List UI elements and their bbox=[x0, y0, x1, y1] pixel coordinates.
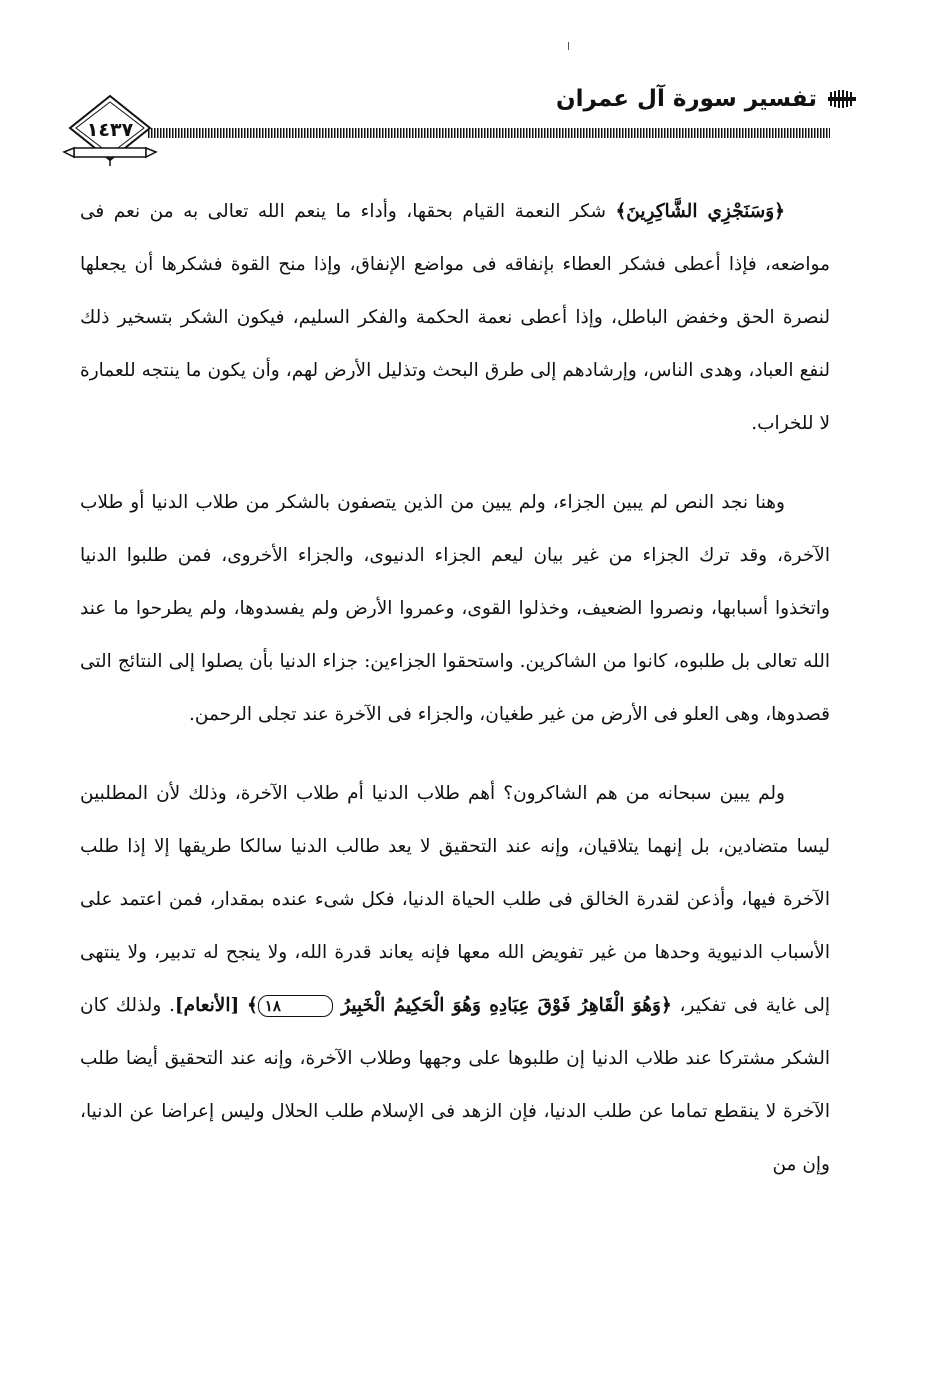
paragraph-3 bbox=[80, 767, 830, 1191]
quran-phrase bbox=[615, 201, 785, 222]
header-rule bbox=[148, 128, 830, 138]
quote-open: ﴿ bbox=[660, 995, 672, 1016]
scan-mark bbox=[568, 42, 569, 50]
paragraph-1 bbox=[80, 185, 830, 450]
quran-verse-text: وَهُوَ الْقَاهِرُ فَوْقَ عِبَادِهِ وَهُوَ الْحَكِيمُ الْخَبِيرُ bbox=[341, 995, 661, 1016]
body-text bbox=[80, 185, 830, 1191]
paragraph-3-text-after: . ولذلك كان الشكر مشتركا عند طلاب الدنيا إن طلبوها على وجهها وطلاب الآخرة، وإنه عند التحقيق أيضا طلب الآخرة لا ينقطع تماما عن طلب الدنيا، فإن الزهد فى الإسلام طلب الحلال وليس إعراضا عن الدنيا، وإن من bbox=[80, 995, 830, 1175]
quote-close: ﴾ bbox=[615, 201, 627, 222]
header-title: تفسير سورة آل عمران bbox=[556, 86, 817, 112]
page-number: ١٤٣٧ bbox=[86, 119, 134, 141]
paragraph-2: وهنا نجد النص لم يبين الجزاء، ولم يبين من الذين يتصفون بالشكر من طلاب الدنيا أو طلاب الآخرة، وقد ترك الجزاء من غير بيان ليعم الجزاء الدنيوى، والجزاء الأخروى، فمن طلبوا الدنيا واتخذوا أسبابها، ونصروا الضعيف، وخذلوا القوى، وعمروا الأرض ولم يفسدوها، ولم يطرحوا ما عند الله تعالى بل طلبوه، كانوا من الشاكرين. واستحقوا الجزاءين: جزاء الدنيا بأن يصلوا إلى النتائج التى قصدوها، وهى العلو فى الأرض من غير طغيان، والجزاء فى الآخرة عند تجلى الرحمن. bbox=[80, 492, 830, 725]
bracket-ornament-icon bbox=[827, 89, 857, 109]
paragraph-1-text: شكر النعمة القيام بحقها، وأداء ما ينعم الله تعالى به من نعم فى مواضعه، فإذا أعطى فشكر العطاء بإنفاقه فى مواضع الإنفاق، وإذا منح القوة فشكرها أن يجعلها لنصرة الحق وخفض الباطل، وإذا أعطى نعمة الحكمة والفكر السليم، فيكون الشكر بتسخير ذلك لنفع العباد، وهدى الناس، وإرشادهم إلى طرق البحث وتذليل الأرض لهم، وأن يكون ما ينتجه للعمارة لا للخراب. bbox=[80, 201, 830, 434]
surah-reference: [الأنعام] bbox=[174, 995, 240, 1016]
quran-verse bbox=[247, 995, 672, 1016]
quran-phrase-text: وَسَنَجْزِي الشَّاكِرِينَ bbox=[626, 201, 775, 222]
paragraph-3-text-before: ولم يبين سبحانه من هم الشاكرون؟ أهم طلاب الدنيا أم طلاب الآخرة، وذلك لأن المطلبين ليسا متضادين، بل إنهما يتلاقيان، وإنه عند التحقيق لا يعد طالب الدنيا سالكا طريقها إلا إذا طلب الآخرة فيها، وأذعن لقدرة الخالق فى طلب الحياة الدنيا، فكل شىء عنده بمقدار، فمن اعتمد على الأسباب الدنيوية وحدها من غير تفويض الله معها فإنه يعاند قدرة الله، ولا ينجح له تدبير، ولا ينتهى إلى غاية فى تفكير، bbox=[80, 783, 830, 1016]
quote-open: ﴿ bbox=[774, 201, 785, 222]
running-header bbox=[556, 86, 857, 112]
verse-number: ١٨ bbox=[258, 995, 333, 1017]
quote-close: ﴾ bbox=[246, 995, 258, 1016]
